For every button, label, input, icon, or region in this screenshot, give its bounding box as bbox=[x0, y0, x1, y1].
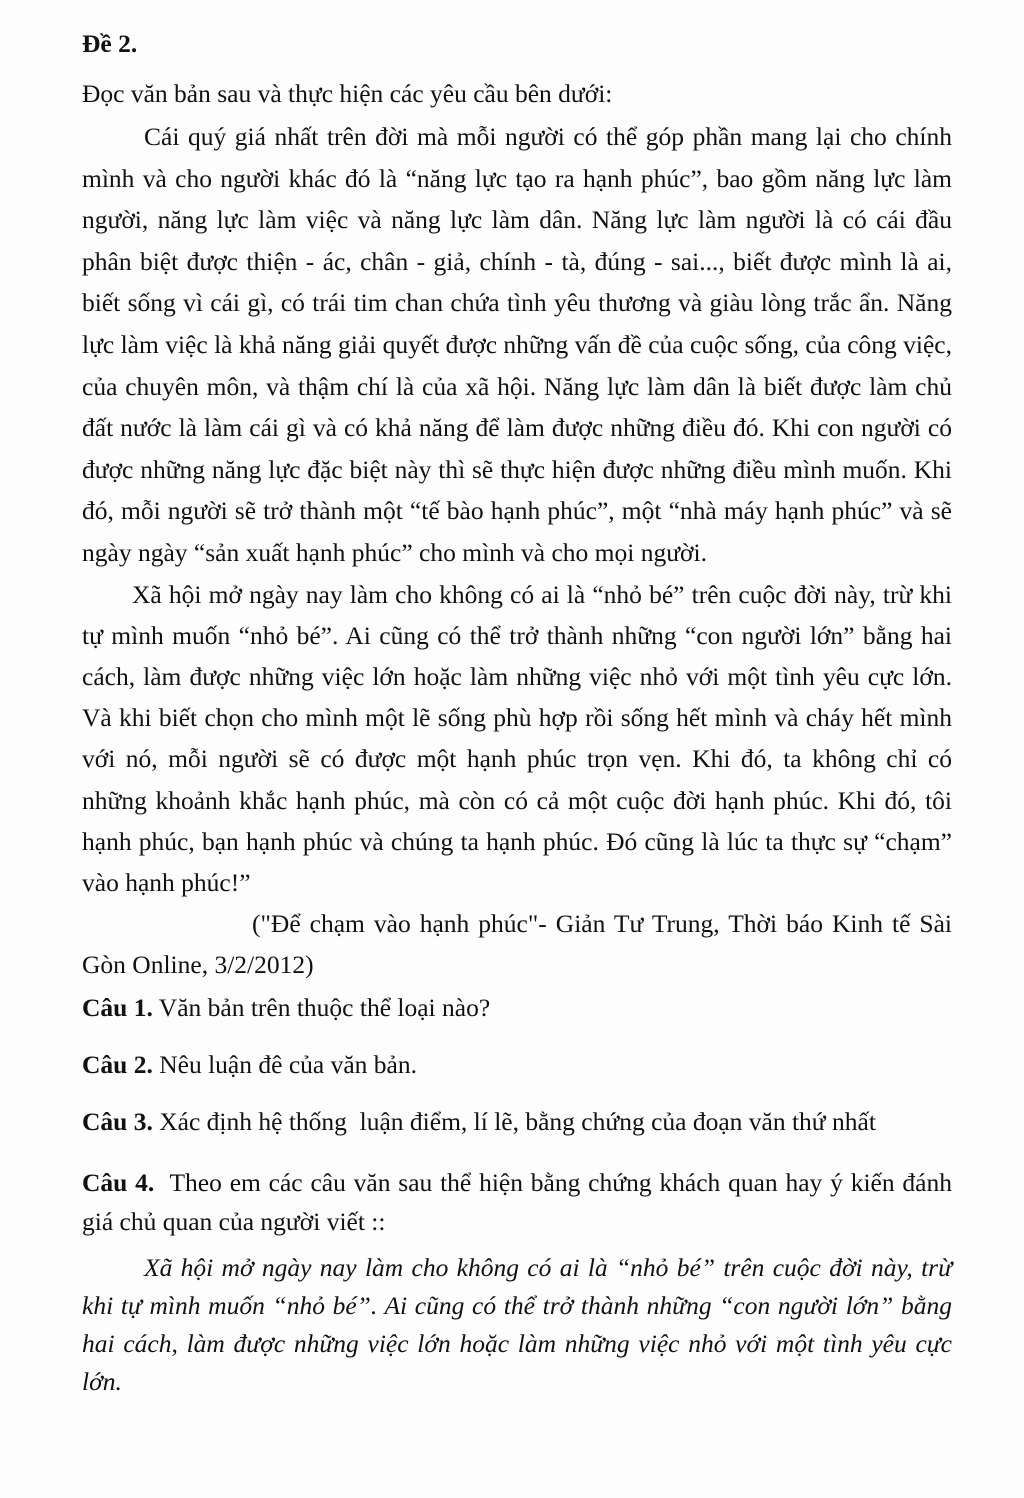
passage-paragraph-1: Cái quý giá nhất trên đời mà mỗi người có thể góp phần mang lại cho chính mình và cho người khác đó là “năng lực tạo ra hạnh phúc”, bao gồm năng lực làm người, năng lực làm việc và năng lực làm dân. Năng lực làm người là có cái đầu phân biệt được thiện - ác, chân - giả, chính - tà, đúng - sai..., biết được mình là ai, biết sống vì cái gì, có trái tim chan chứa tình yêu thương và giàu lòng trắc ẩn. Năng lực làm việc là khả năng giải quyết được những vấn đề của cuộc sống, của công việc, của chuyên môn, và thậm chí là của xã hội. Năng lực làm dân là biết được làm chủ đất nước là làm cái gì và có khả năng để làm được những điều đó. Khi con người có được những năng lực đặc biệt này thì sẽ thực hiện được những điều mình muốn. Khi đó, mỗi người sẽ trở thành một “tế bào hạnh phúc”, một “nhà máy hạnh phúc” và sẽ ngày ngày “sản xuất hạnh phúc” cho mình và cho mọi người. bbox=[82, 122, 952, 567]
question-4-label: Câu 4. bbox=[82, 1168, 155, 1198]
exam-title: Đề 2. bbox=[82, 29, 138, 58]
instruction-text: Đọc văn bản sau và thực hiện các yêu cầu bên dưới: bbox=[82, 79, 613, 108]
question-3 bbox=[82, 1102, 952, 1141]
question-2-text: Nêu luận đê của văn bản. bbox=[152, 1050, 417, 1080]
question-3-text: Xác định hệ thống luận điểm, lí lẽ, bằng chứng của đoạn văn thứ nhất bbox=[152, 1107, 876, 1137]
question-3-label: Câu 3. bbox=[82, 1107, 153, 1137]
passage-source: ("Để chạm vào hạnh phúc"- Giản Tư Trung, Thời báo Kinh tế Sài Gòn Online, 3/2/2012) bbox=[82, 909, 952, 980]
question-1-text: Văn bản trên thuộc thể loại nào? bbox=[152, 993, 491, 1023]
question-4 bbox=[82, 1163, 959, 1241]
question-2-label: Câu 2. bbox=[82, 1050, 153, 1080]
passage-paragraph-2: Xã hội mở ngày nay làm cho không có ai là “nhỏ bé” trên cuộc đời này, trừ khi tự mình muốn “nhỏ bé”. Ai cũng có thể trở thành những “con người lớn” bằng hai cách, làm được những việc lớn hoặc làm những việc nhỏ với một tình yêu cực lớn. Và khi biết chọn cho mình một lẽ sống phù hợp rồi sống hết mình và cháy hết mình với nó, mỗi người sẽ có được một hạnh phúc trọn vẹn. Khi đó, ta không chỉ có những khoảnh khắc hạnh phúc, mà còn có cả một cuộc đời hạnh phúc. Khi đó, tôi hạnh phúc, bạn hạnh phúc và chúng ta hạnh phúc. Đó cũng là lúc ta thực sự “chạm” vào hạnh phúc!” bbox=[82, 579, 952, 897]
question-2 bbox=[82, 1045, 952, 1084]
question-4-text: Theo em các câu văn sau thể hiện bằng chứng khách quan hay ý kiến đánh giá chủ quan của người viết :: bbox=[82, 1168, 959, 1237]
question-1-label: Câu 1. bbox=[82, 993, 153, 1023]
quoted-sentences: Xã hội mở ngày nay làm cho không có ai là “nhỏ bé” trên cuộc đời này, trừ khi tự mình muốn “nhỏ bé”. Ai cũng có thể trở thành những “con người lớn” bằng hai cách, làm được những việc lớn hoặc làm những việc nhỏ với một tình yêu cực lớn. bbox=[82, 1253, 952, 1397]
question-1 bbox=[82, 988, 952, 1027]
